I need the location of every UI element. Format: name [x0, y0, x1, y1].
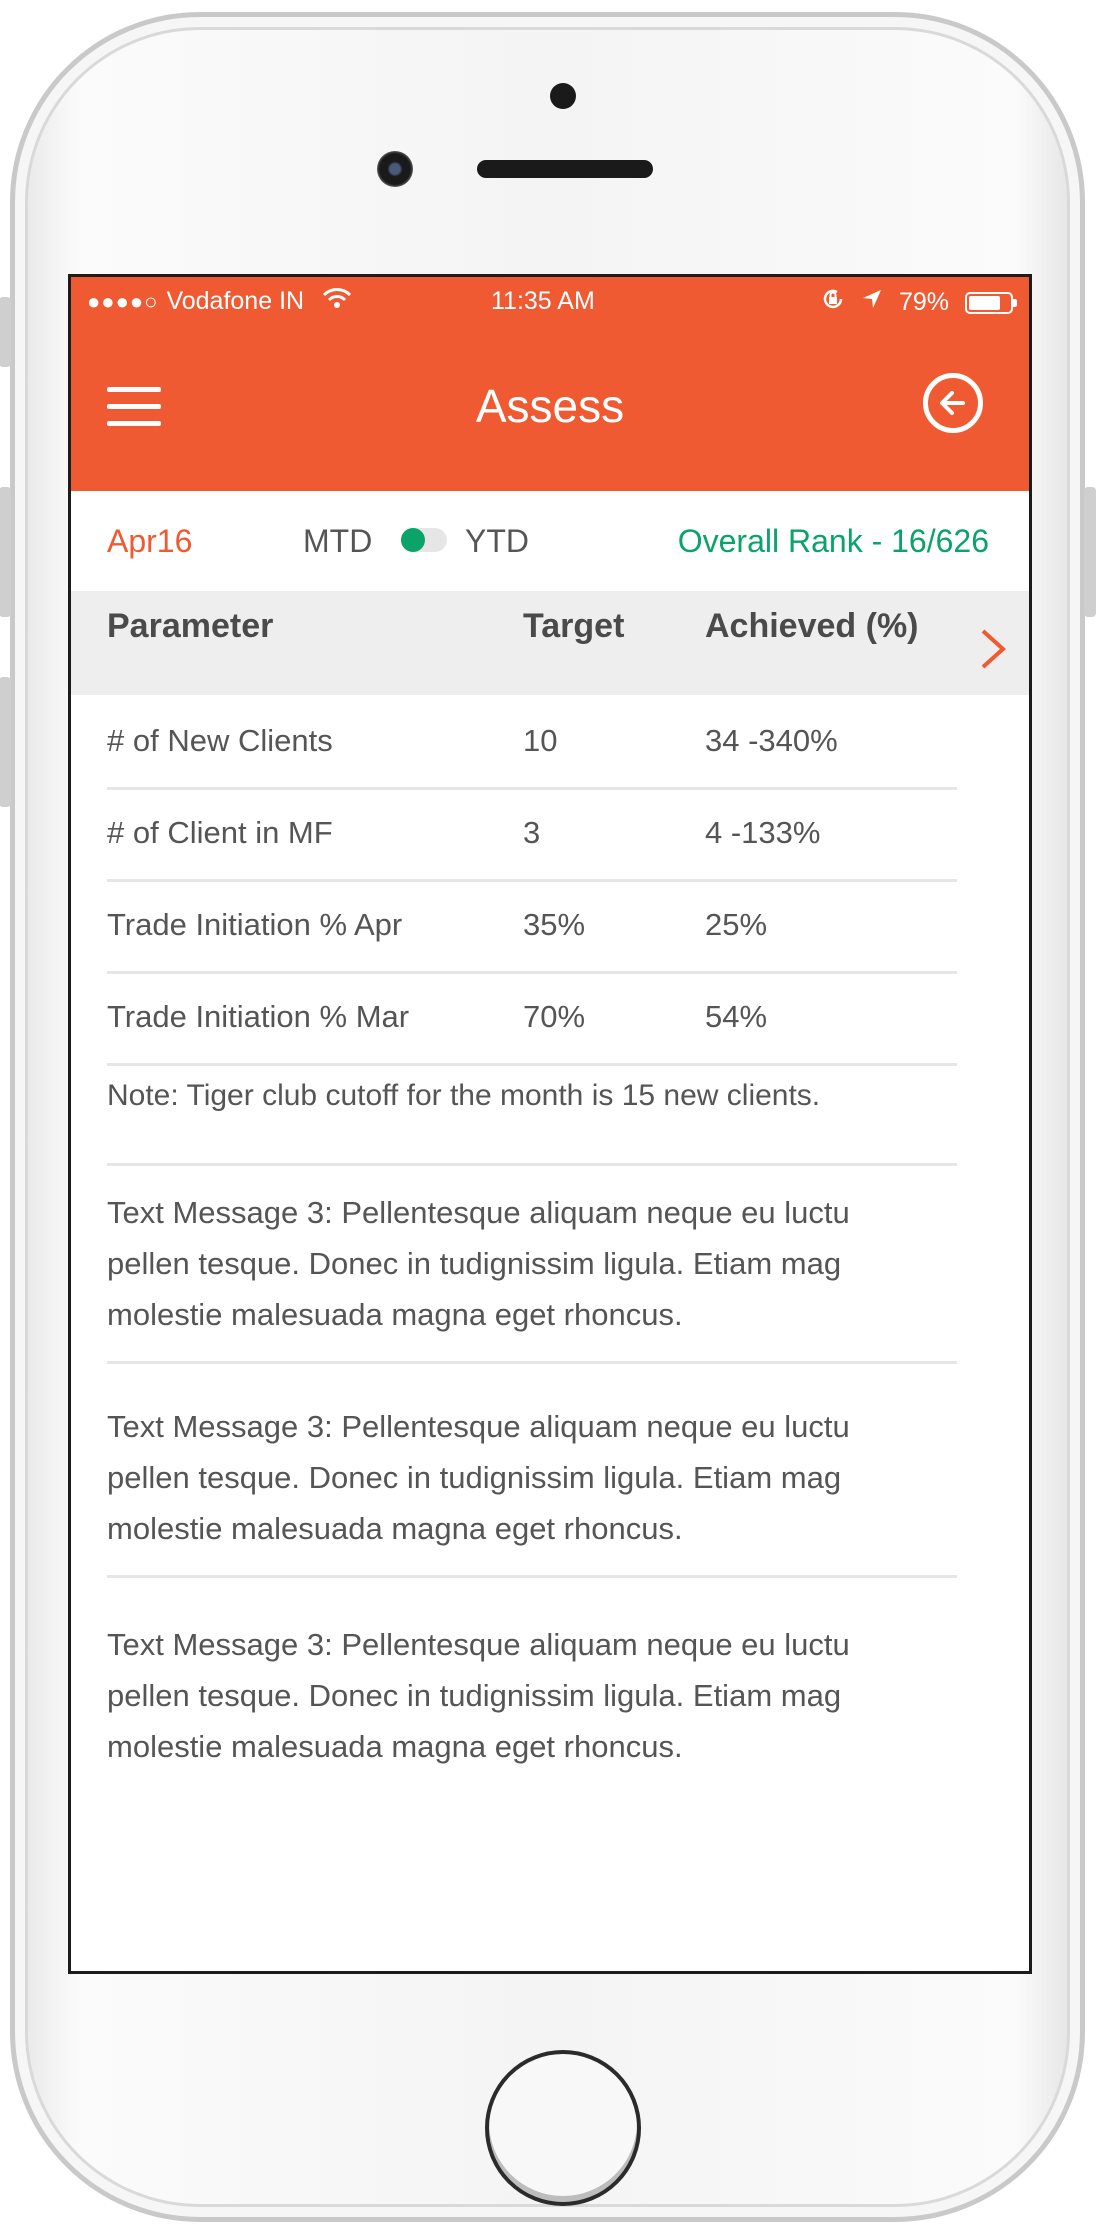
cell-achieved: 34 -340% — [705, 723, 838, 758]
cell-achieved: 25% — [705, 907, 768, 942]
period-selector[interactable]: Apr16 — [107, 523, 193, 559]
status-bar — [71, 277, 1029, 329]
mute-switch — [0, 297, 11, 367]
message-line: pellen tesque. Donec in tudignissim ligula. Etiam mag — [107, 1678, 842, 1713]
table-row — [107, 971, 957, 1066]
cell-achieved: 4 -133% — [705, 815, 821, 850]
cell-target: 3 — [523, 815, 541, 850]
circle-arrow-left-icon — [928, 378, 978, 428]
note-label: Note: Tiger club cutoff for the month is 15 new clients. — [107, 1079, 821, 1112]
cell-target: 70% — [523, 999, 586, 1034]
power-button — [1084, 487, 1096, 617]
message-line: Text Message 3: Pellentesque aliquam neque eu luctu — [107, 1409, 850, 1444]
note-text — [107, 1063, 957, 1166]
table-row — [107, 879, 957, 974]
battery-icon — [965, 292, 1013, 314]
message-line: molestie malesuada magna eget rhoncus. — [107, 1511, 683, 1546]
battery-percent: 79% — [898, 288, 949, 316]
overall-rank: Overall Rank - 16/626 — [677, 523, 989, 559]
earpiece-speaker — [477, 160, 653, 178]
cell-parameter: # of Client in MF — [107, 815, 333, 850]
mtd-ytd-toggle[interactable] — [401, 528, 447, 552]
message-line: Text Message 3: Pellentesque aliquam neque eu luctu — [107, 1195, 850, 1230]
table-row — [107, 787, 957, 882]
message-line: molestie malesuada magna eget rhoncus. — [107, 1729, 683, 1764]
carrier-name: Vodafone IN — [166, 287, 305, 315]
table-header — [71, 591, 1029, 695]
message-line: pellen tesque. Donec in tudignissim ligula. Etiam mag — [107, 1246, 842, 1281]
proximity-sensor — [550, 83, 576, 109]
volume-down-button — [0, 677, 11, 807]
message-item — [107, 1401, 957, 1578]
filter-row — [71, 491, 1029, 591]
header-target: Target — [523, 607, 625, 645]
header-parameter: Parameter — [107, 607, 274, 645]
cell-target: 35% — [523, 907, 586, 942]
message-line: Text Message 3: Pellentesque aliquam neque eu luctu — [107, 1627, 850, 1662]
location-arrow-icon — [861, 288, 883, 317]
message-item — [107, 1187, 957, 1364]
page-title: Assess — [475, 380, 625, 432]
cell-parameter: # of New Clients — [107, 723, 333, 758]
cell-parameter: Trade Initiation % Apr — [107, 907, 403, 942]
front-camera-icon — [377, 151, 413, 187]
app-screen — [68, 274, 1032, 1974]
message-line: pellen tesque. Donec in tudignissim ligula. Etiam mag — [107, 1460, 842, 1495]
status-time: 11:35 AM — [491, 287, 595, 315]
chevron-right-icon[interactable] — [979, 627, 1007, 682]
back-button[interactable] — [923, 373, 983, 433]
ytd-label[interactable]: YTD — [465, 523, 529, 559]
app-bar — [71, 329, 1029, 491]
wifi-icon — [322, 287, 352, 316]
table-row — [107, 695, 957, 790]
rotation-lock-icon — [821, 287, 845, 318]
volume-up-button — [0, 487, 11, 617]
cell-achieved: 54% — [705, 999, 768, 1034]
cell-target: 10 — [523, 723, 558, 758]
home-button[interactable] — [485, 2050, 641, 2206]
cell-parameter: Trade Initiation % Mar — [107, 999, 410, 1034]
mtd-label[interactable]: MTD — [303, 523, 373, 559]
message-item — [107, 1619, 957, 1793]
message-line: molestie malesuada magna eget rhoncus. — [107, 1297, 683, 1332]
header-achieved: Achieved (%) — [705, 607, 919, 645]
signal-strength: ●●●●○ — [87, 288, 159, 314]
